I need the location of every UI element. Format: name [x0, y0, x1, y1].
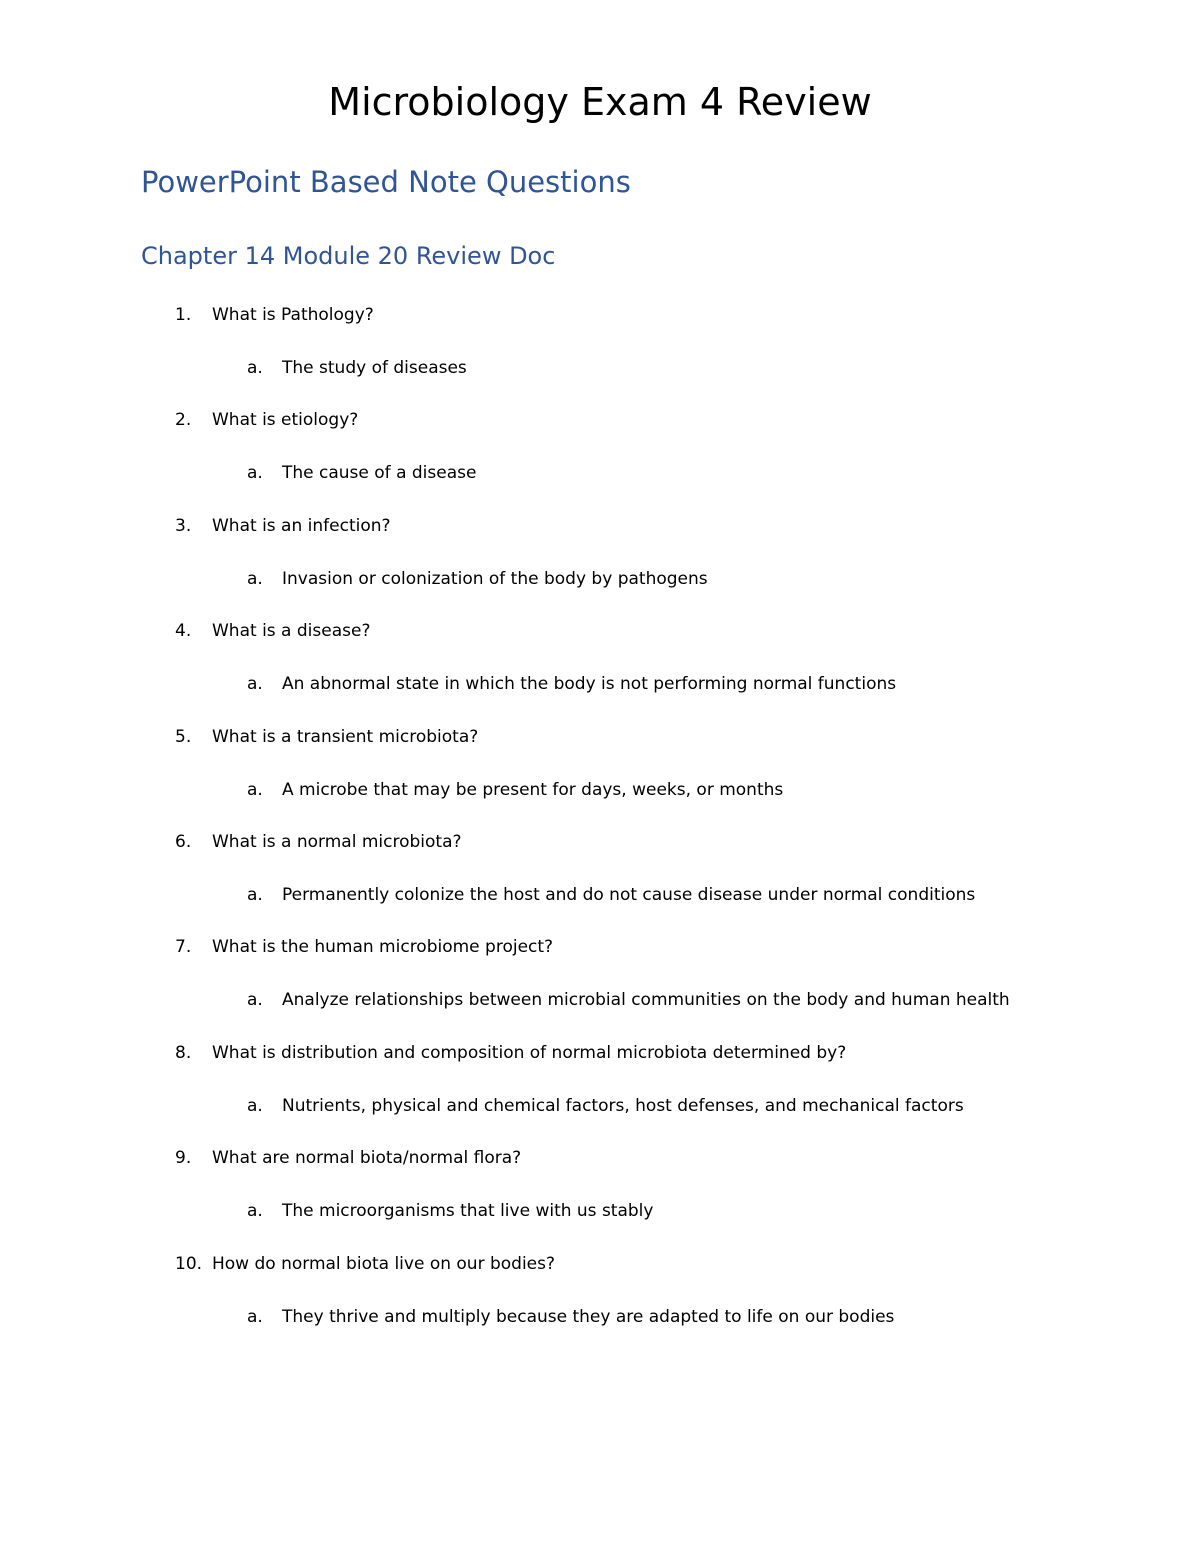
- answer-letter: a.: [247, 884, 263, 905]
- question-number: 6.: [175, 831, 192, 852]
- question-text: What is distribution and composition of normal microbiota determined by?: [212, 1042, 847, 1063]
- chapter-heading: Chapter 14 Module 20 Review Doc: [141, 242, 556, 270]
- question-item: [0, 614, 1200, 719]
- answer-text: Permanently colonize the host and do not cause disease under normal conditions: [282, 884, 976, 905]
- question-item: [0, 825, 1200, 930]
- answer-letter: a.: [247, 779, 263, 800]
- question-text: How do normal biota live on our bodies?: [212, 1253, 556, 1274]
- question-number: 7.: [175, 937, 192, 958]
- question-text: What are normal biota/normal flora?: [212, 1148, 522, 1169]
- question-number: 4.: [175, 621, 192, 642]
- question-item: [0, 509, 1200, 614]
- answer-letter: a.: [247, 1201, 263, 1222]
- question-item: [0, 1141, 1200, 1246]
- answer-letter: a.: [247, 358, 263, 378]
- answer-letter: a.: [247, 990, 263, 1011]
- answer-text: A microbe that may be present for days, weeks, or months: [282, 779, 784, 800]
- answer-letter: a.: [247, 674, 263, 695]
- question-number: 5.: [175, 726, 192, 747]
- question-number: 3.: [175, 515, 192, 536]
- question-number: 8.: [175, 1042, 192, 1063]
- question-text: What is etiology?: [212, 410, 359, 431]
- question-number: 9.: [175, 1148, 192, 1169]
- question-text: What is a transient microbiota?: [212, 726, 479, 747]
- answer-letter: a.: [247, 1306, 263, 1327]
- question-item: [0, 403, 1200, 508]
- question-number: 2.: [175, 410, 192, 431]
- answer-letter: a.: [247, 568, 263, 589]
- question-text: What is Pathology?: [212, 305, 374, 325]
- question-item: [0, 298, 1200, 403]
- question-text: What is a normal microbiota?: [212, 831, 462, 852]
- answer-text: The cause of a disease: [282, 463, 477, 484]
- question-item: [0, 720, 1200, 825]
- question-text: What is an infection?: [212, 515, 391, 536]
- answer-text: The study of diseases: [282, 358, 467, 378]
- question-item: [0, 930, 1200, 1035]
- question-text: What is a disease?: [212, 621, 371, 642]
- document-title: Microbiology Exam 4 Review: [328, 80, 872, 124]
- answer-letter: a.: [247, 1095, 263, 1116]
- answer-text: The microorganisms that live with us stably: [282, 1201, 654, 1222]
- answer-letter: a.: [247, 463, 263, 484]
- section-heading: PowerPoint Based Note Questions: [141, 165, 631, 199]
- question-list: [0, 298, 1200, 1352]
- question-number: 1.: [175, 305, 192, 325]
- question-text: What is the human microbiome project?: [212, 937, 554, 958]
- answer-text: Invasion or colonization of the body by pathogens: [282, 568, 708, 589]
- answer-text: Analyze relationships between microbial communities on the body and human health: [282, 990, 1010, 1011]
- question-item: [0, 1247, 1200, 1352]
- question-item: [0, 1036, 1200, 1141]
- answer-text: They thrive and multiply because they are adapted to life on our bodies: [282, 1306, 895, 1327]
- answer-text: Nutrients, physical and chemical factors, host defenses, and mechanical factors: [282, 1095, 964, 1116]
- answer-text: An abnormal state in which the body is not performing normal functions: [282, 674, 897, 695]
- question-number: 10.: [175, 1253, 203, 1274]
